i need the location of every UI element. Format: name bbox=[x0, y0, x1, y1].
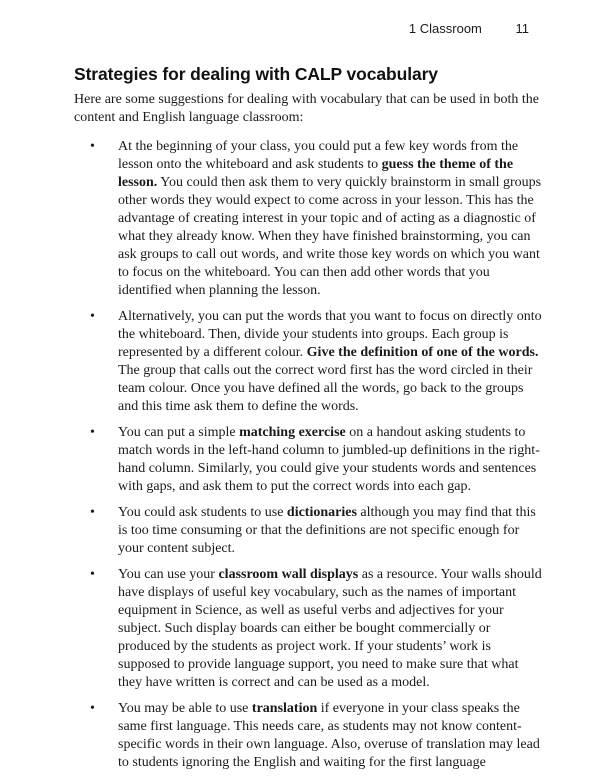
strategy-list bbox=[74, 138, 542, 772]
running-header bbox=[409, 21, 529, 36]
strategy-item bbox=[74, 504, 542, 558]
bullet-icon: • bbox=[90, 139, 95, 154]
page-body bbox=[74, 64, 542, 780]
strategy-text: You can use your classroom wall displays as a resource. Your walls should have displays of useful key vocabulary, such as the names of important equipment in Science, as well as useful verbs and adjectives for your subject. Such display boards can either be bought commercially or produced by the students as project work. If your students’ work is supposed to provide language support, you need to make sure that what they have written is correct and can be used as a model. bbox=[118, 567, 542, 690]
strategy-text: You may be able to use translation if everyone in your class speaks the same first language. This needs care, as students may not know content-specific words in their own language. Also, overuse of translation may lead to students ignoring the English and waiting for the first language bbox=[118, 701, 540, 770]
bullet-icon: • bbox=[90, 505, 95, 520]
strategy-item bbox=[74, 424, 542, 496]
bullet-icon: • bbox=[90, 567, 95, 582]
page-number: 11 bbox=[515, 21, 529, 36]
strategy-text: You could ask students to use dictionaries although you may find that this is too time consuming or that the definitions are not specific enough for your content subject. bbox=[118, 505, 536, 556]
section-title: Strategies for dealing with CALP vocabulary bbox=[74, 64, 438, 84]
strategy-text: You can put a simple matching exercise on a handout asking students to match words in the left-hand column to jumbled-up definitions in the right-hand column. Similarly, you could give your students words and sentences with gaps, and ask them to put the correct words into each gap. bbox=[118, 425, 540, 494]
strategy-text: Alternatively, you can put the words that you want to focus on directly onto the whiteboard. Then, divide your students into groups. Each group is represented by a different colour. Give the definition of one of the words. The group that calls out the correct word first has the word circled in their team colour. Once you have defined all the words, go back to the groups and this time ask them to define the words. bbox=[118, 309, 542, 414]
chapter-label: 1 Classroom bbox=[408, 21, 482, 36]
bullet-icon: • bbox=[90, 309, 95, 324]
key-phrase: dictionaries bbox=[286, 505, 357, 520]
strategy-item bbox=[74, 308, 542, 416]
key-phrase: translation bbox=[251, 701, 318, 716]
key-phrase: Give the definition of one of the words. bbox=[306, 345, 539, 360]
key-phrase: guess the theme of the lesson. bbox=[118, 157, 514, 190]
key-phrase: classroom wall displays bbox=[218, 567, 359, 582]
strategy-item bbox=[74, 700, 542, 772]
bullet-icon: • bbox=[90, 425, 95, 440]
strategy-text: At the beginning of your class, you could put a few key words from the lesson onto the whiteboard and ask students to guess the theme of the lesson. You could then ask them to very quickly brainstorm in small groups other words they would expect to come across in your lesson. This has the advantage of creating interest in your topic and of acting as a diagnostic of what they already know. When they have finished brainstorming, you can ask groups to call out words, and write those key words on which you want to focus on the whiteboard. You can then add other words that you identified when planning the lesson. bbox=[118, 139, 542, 298]
strategy-item bbox=[74, 138, 542, 300]
key-phrase: matching exercise bbox=[239, 425, 346, 440]
bullet-icon: • bbox=[90, 701, 95, 716]
intro-paragraph: Here are some suggestions for dealing with vocabulary that can be used in both the content and English language classroom: bbox=[74, 92, 539, 125]
strategy-item bbox=[74, 566, 542, 692]
